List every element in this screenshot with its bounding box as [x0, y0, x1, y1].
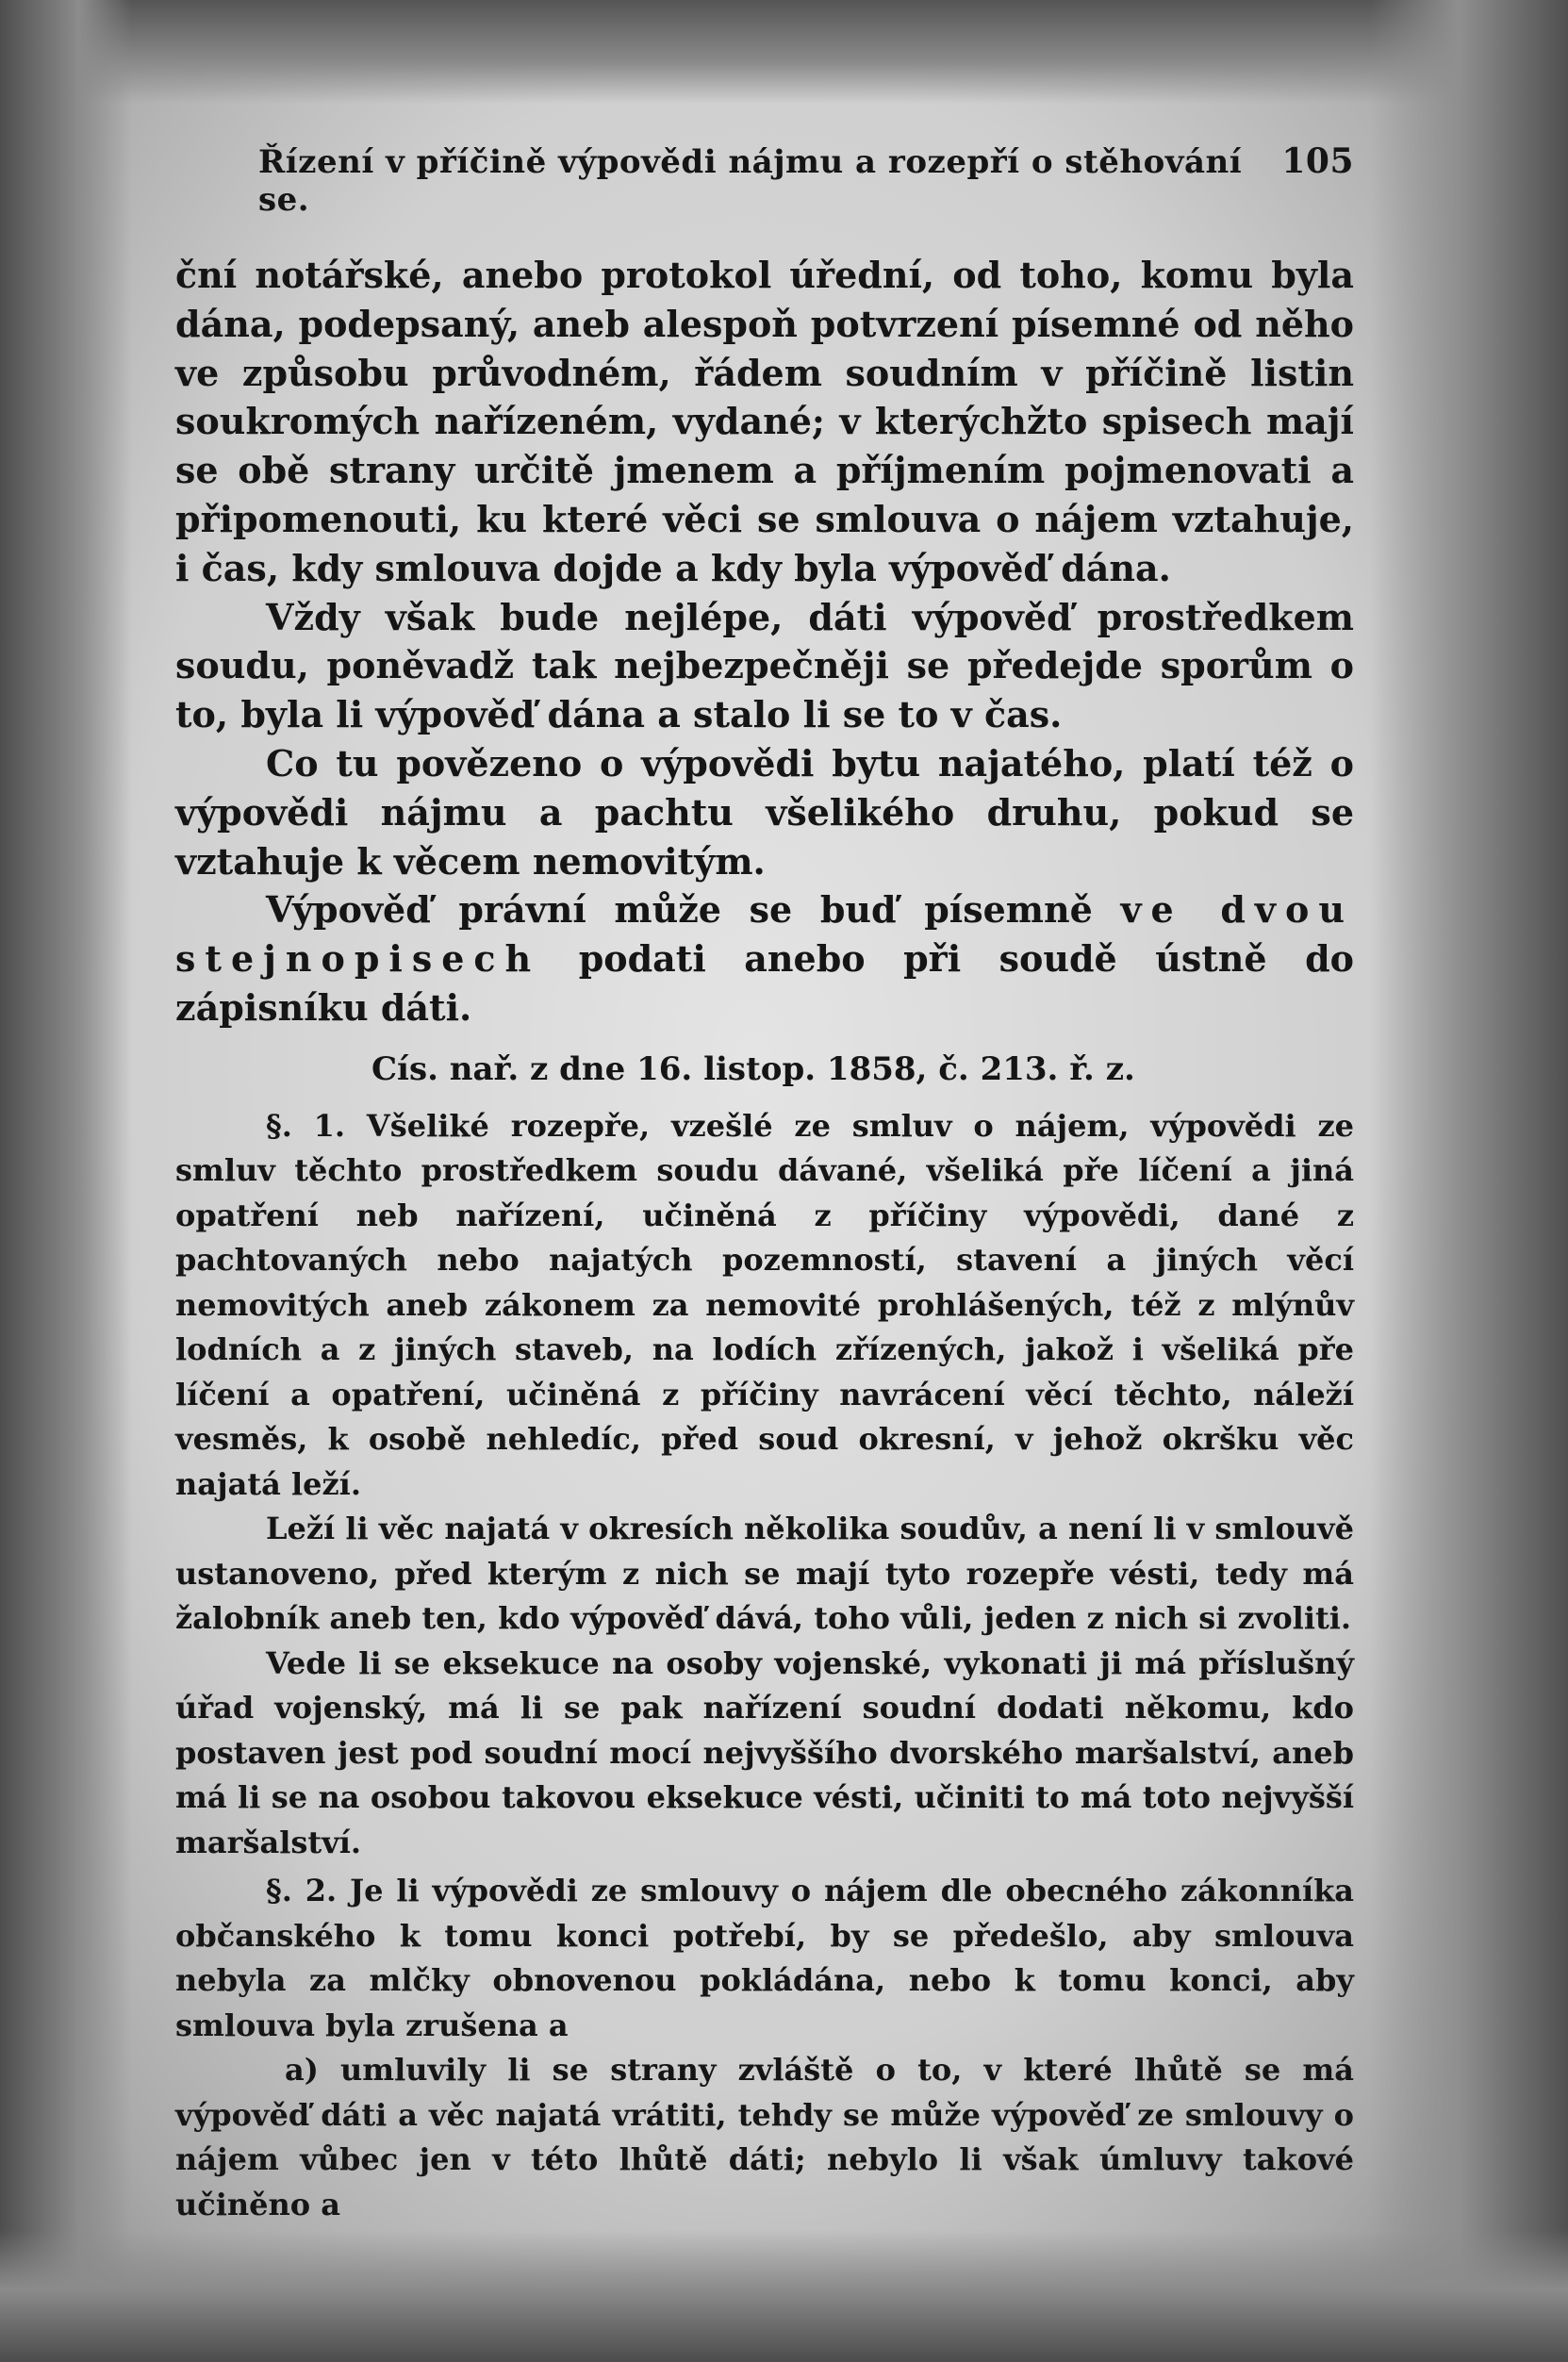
section-2: §. 2. Je li výpovědi ze smlouvy o nájem dle obecného zákonníka občanského k tomu konci potřebí, by se předešlo, aby smlouva nebyla za mlčky obnovenou pokládána, nebo k tomu konci, aby smlouva byla zrušena a — [175, 1873, 1354, 2043]
paragraph-scope: Co tu povězeno o výpovědi bytu najatého, platí též o výpovědi nájmu a pachtu všelikého druhu, pokud se vztahuje k věcem nemovitým. — [175, 741, 1354, 883]
legal-notice-after: podati anebo při soudě ústně do zápisníku dáti. — [175, 937, 1354, 1029]
legal-notice-before: Výpověď právní může se buď písemně — [266, 888, 1093, 932]
page-number: 105 — [1281, 141, 1354, 181]
section-1-venue: Leží li věc najatá v okresích několika soudův, a není li v smlouvě ustanoveno, před kterým z nich se mají tyto rozepře vésti, tedy má žalobník aneb ten, kdo výpověď dává, toho vůli, jeden z nich si zvoliti. — [175, 1511, 1354, 1637]
scan-edge-shadow-top — [0, 0, 1568, 104]
scan-edge-shadow-right — [1370, 0, 1568, 2362]
page-text — [175, 141, 1354, 2227]
scan-edge-shadow-left — [0, 0, 132, 2362]
running-head-title: Řízení v příčině výpovědi nájmu a rozepří o stěhování se. — [258, 143, 1243, 219]
decree-citation: Cís. nař. z dne 16. listop. 1858, č. 213. ř. z. — [371, 1049, 1135, 1088]
paragraph-continuation: ční notářské, anebo protokol úřední, od toho, komu byla dána, podepsaný, aneb alespoň potvrzení písemné od něho ve způsobu průvodném, řádem soudním v příčině listin soukromých nařízeném, vydané; v kterýchžto spisech mají se obě strany určitě jmenem a příjmením pojmenovati a připomenouti, ku které věci se smlouva o nájem vztahuje, i čas, kdy smlouva dojde a kdy byla výpověď dána. — [175, 254, 1354, 589]
running-head — [258, 141, 1354, 219]
section-1: §. 1. Všeliké rozepře, vzešlé ze smluv o nájem, výpovědi ze smluv těchto prostředkem soudu dávané, všeliká pře líčení a jiná opatření neb nařízení, učiněná z příčiny výpovědi, dané z pachtovaných nebo najatých pozemností, stavení a jiných věcí nemovitých aneb zákonem za nemovité prohlášených, též z mlýnův lodních a z jiných staveb, na lodích zřízených, jakož i všeliká pře líčení a opatření, učiněná z příčiny navrácení věcí těchto, náleží vesměs, k osobě nehledíc, před soud okresní, v jehož okršku věc najatá leží. — [175, 1107, 1354, 1502]
paragraph-legal-notice — [175, 885, 1354, 1032]
section-2-item-a: a) umluvily li se strany zvláště o to, v které lhůtě se má výpověď dáti a věc najatá vrátiti, tehdy se může výpověď ze smlouvy o nájem vůbec jen v této lhůtě dáti; nebylo li však úmluvy takové učiněno a — [175, 2052, 1354, 2222]
section-1-military: Vede li se eksekuce na osoby vojenské, vykonati ji má příslušný úřad vojenský, má li se pak nařízení soudní dodati někomu, kdo postaven jest pod soudní mocí nejvyššího dvorského maršalství, aneb má li se na osobou takovou eksekuce vésti, učiniti to má toto nejvyšší maršalství. — [175, 1644, 1354, 1860]
legal-notice-spaced: ve dvou stejnopisech — [175, 888, 1354, 981]
scan-edge-shadow-bottom — [0, 2230, 1568, 2362]
paragraph-advice: Vždy však bude nejlépe, dáti výpověď prostředkem soudu, poněvadž tak nejbezpečněji se předejde sporům o to, byla li výpověď dána a stalo li se to v čas. — [175, 595, 1354, 736]
